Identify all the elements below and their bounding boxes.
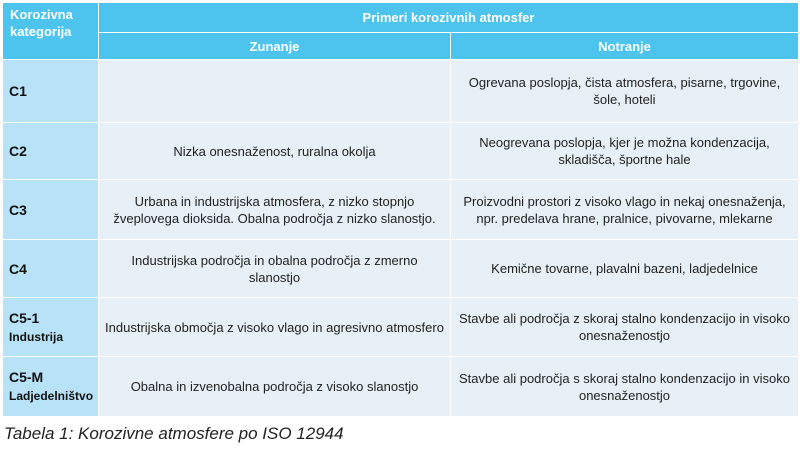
category-subtitle: Industrija [9, 329, 64, 344]
table-row [3, 240, 799, 298]
category-code: C5-M [9, 369, 44, 385]
corrosivity-table [2, 2, 799, 417]
category-cell [3, 123, 99, 180]
header-category [3, 3, 99, 60]
table-row [3, 180, 799, 240]
indoor-cell: Neogrevana poslopja, kjer je možna kondenzacija, skladišča, športne hale [451, 123, 799, 180]
table-row [3, 123, 799, 180]
category-cell [3, 240, 99, 298]
category-subtitle: Ladjedelništvo [9, 389, 94, 403]
category-code: C3 [9, 201, 27, 218]
category-code: C4 [9, 260, 27, 277]
category-cell [3, 180, 99, 240]
header-group: Primeri korozivnih atmosfer [99, 3, 799, 33]
indoor-cell: Proizvodni prostori z visoko vlago in nekaj onesnaženja, npr. predelava hrane, pralnice, pivovarne, mlekarne [451, 180, 799, 240]
category-cell [3, 60, 99, 123]
header-indoor: Notranje [451, 33, 799, 60]
outdoor-cell: Industrijska področja in obalna področja z zmerno slanostjo [99, 240, 451, 298]
table-caption: Tabela 1: Korozivne atmosfere po ISO 12944 [4, 424, 344, 443]
header-outdoor: Zunanje [99, 33, 451, 60]
outdoor-cell: Urbana in industrijska atmosfera, z nizko stopnjo žveplovega dioksida. Obalna področja z nizko slanostjo. [99, 180, 451, 240]
outdoor-cell [99, 60, 451, 123]
outdoor-cell: Obalna in izvenobalna področja z visoko slanostjo [99, 357, 451, 417]
indoor-cell: Stavbe ali področja z skoraj stalno kondenzacijo in visoko onesnaženostjo [451, 298, 799, 357]
indoor-cell: Kemične tovarne, plavalni bazeni, ladjedelnice [451, 240, 799, 298]
table-row [3, 60, 799, 123]
category-code: C1 [9, 83, 27, 99]
category-cell [3, 298, 99, 357]
indoor-cell: Stavbe ali področja s skoraj stalno kondenzacijo in visoko onesnaženostjo [451, 357, 799, 417]
outdoor-cell: Industrijska območja z visoko vlago in agresivno atmosfero [99, 298, 451, 357]
category-cell [3, 357, 99, 417]
table-row [3, 357, 799, 417]
header-category-line1: Korozivna [10, 7, 73, 22]
category-code: C5-1 [9, 309, 40, 326]
table-row [3, 298, 799, 357]
indoor-cell: Ogrevana poslopja, čista atmosfera, pisarne, trgovine, šole, hoteli [451, 60, 799, 123]
category-code: C2 [9, 143, 27, 159]
header-category-line2: kategorija [10, 24, 72, 39]
outdoor-cell: Nizka onesnaženost, ruralna okolja [99, 123, 451, 180]
